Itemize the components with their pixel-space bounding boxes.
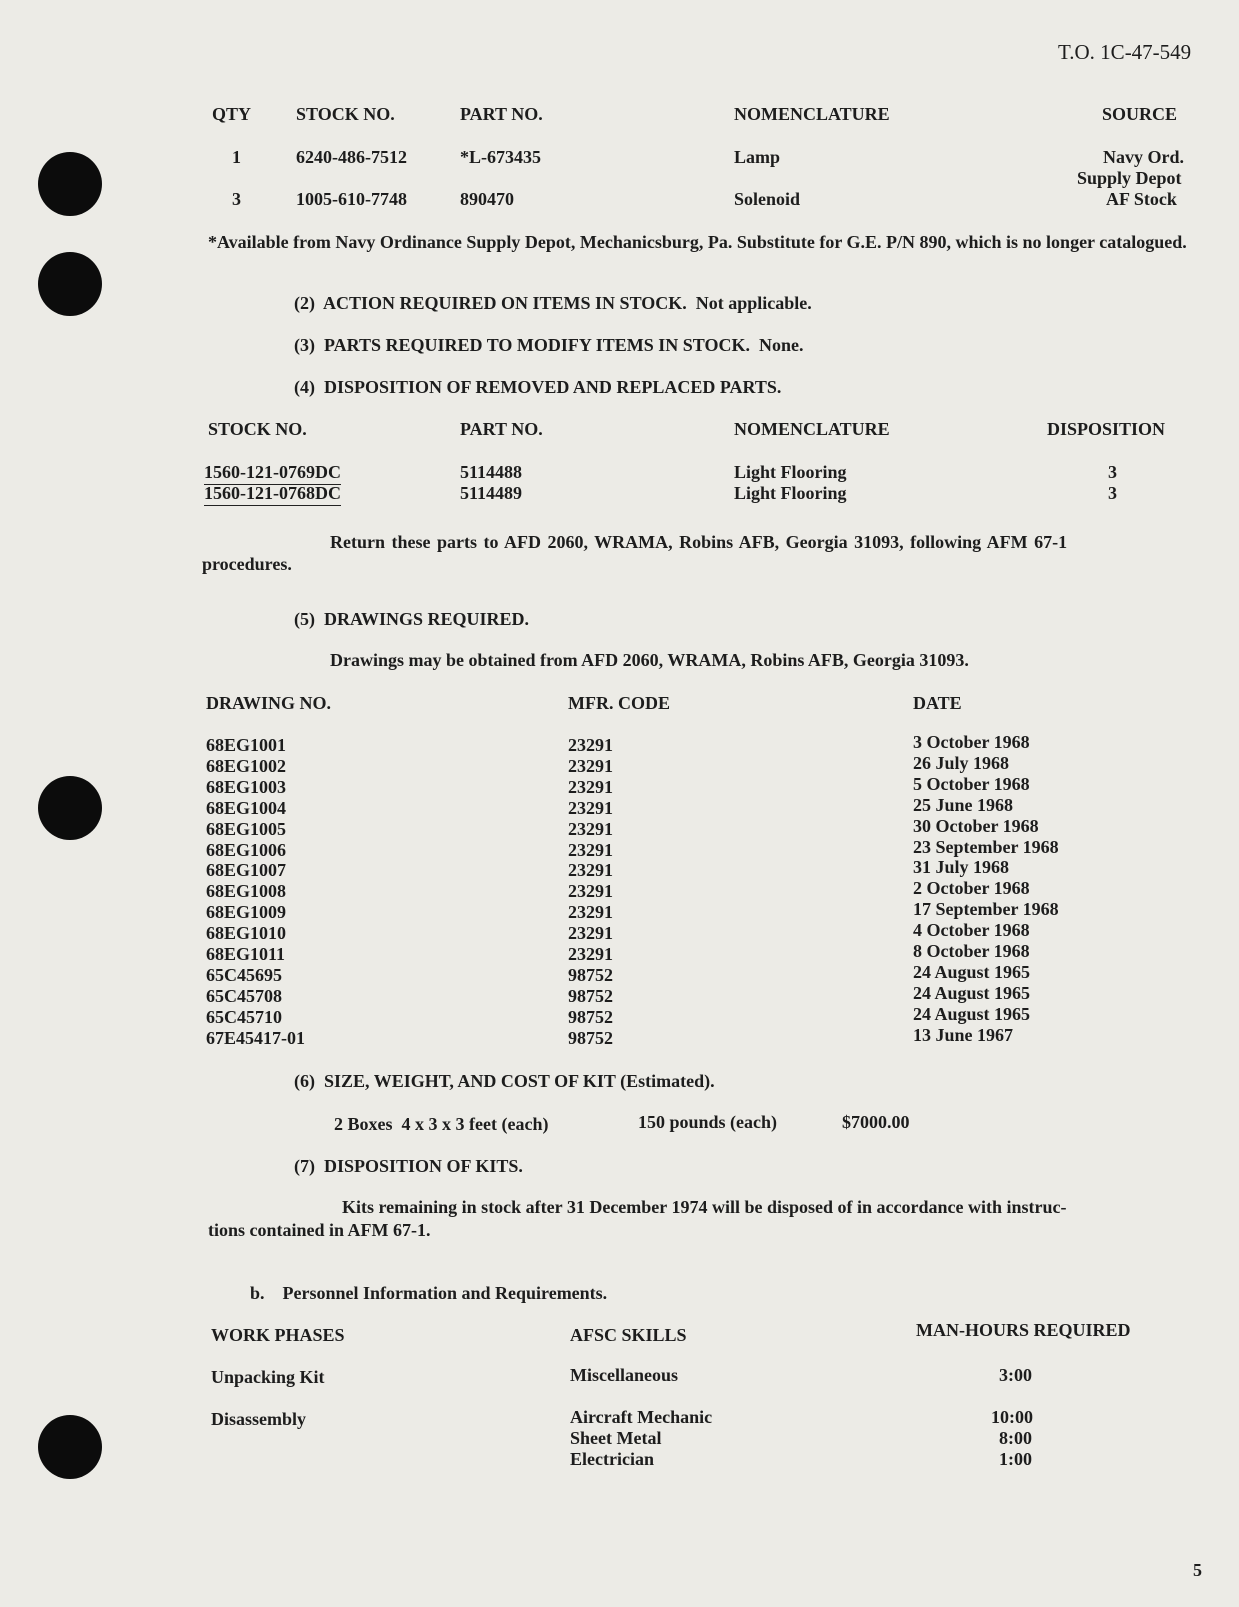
drawing-cell-date: 24 August 1965	[913, 983, 1031, 1003]
drawing-cell-date: 2 October 1968	[913, 878, 1030, 898]
kit-weight: 150 pounds (each)	[638, 1112, 778, 1132]
drawing-cell-no: 65C45695	[206, 965, 282, 985]
drawing-cell-date: 26 July 1968	[913, 753, 1010, 773]
col-header-stock-no: STOCK NO.	[208, 419, 307, 439]
drawing-cell-no: 68EG1011	[206, 944, 286, 964]
drawing-cell-no: 68EG1008	[206, 881, 287, 901]
col-header-date: DATE	[913, 693, 962, 713]
item-2: (2) ACTION REQUIRED ON ITEMS IN STOCK. Not applicable.	[294, 293, 812, 313]
drawing-cell-date: 30 October 1968	[913, 816, 1039, 836]
binder-hole-2	[38, 252, 102, 316]
binder-hole-1	[38, 152, 102, 216]
drawing-cell-code: 23291	[568, 777, 613, 797]
drawings-source-text: Drawings may be obtained from AFD 2060, WRAMA, Robins AFB, Georgia 31093.	[330, 650, 969, 670]
drawing-cell-code: 23291	[568, 881, 613, 901]
drawing-cell-no: 68EG1003	[206, 777, 287, 797]
drawing-cell-no: 65C45710	[206, 1007, 282, 1027]
drawing-cell-date: 17 September 1968	[913, 899, 1059, 919]
col-header-nomenclature: NOMENCLATURE	[734, 419, 890, 439]
drawing-cell-no: 68EG1007	[206, 860, 287, 880]
drawing-cell-no: 68EG1006	[206, 840, 287, 860]
page-number: 5	[1193, 1560, 1202, 1580]
drawing-cell-date: 24 August 1965	[913, 1004, 1031, 1024]
drawing-cell-date: 23 September 1968	[913, 837, 1059, 857]
drawing-cell-no: 68EG1004	[206, 798, 287, 818]
return-instructions: Return these parts to AFD 2060, WRAMA, Robins AFB, Georgia 31093, following AFM 67-1	[330, 532, 1068, 552]
item-5: (5) DRAWINGS REQUIRED.	[294, 609, 530, 629]
drawing-cell-date: 5 October 1968	[913, 774, 1030, 794]
drawing-cell-no: 68EG1002	[206, 756, 287, 776]
drawing-cell-code: 23291	[568, 819, 613, 839]
item-3: (3) PARTS REQUIRED TO MODIFY ITEMS IN STOCK. None.	[294, 335, 804, 355]
drawing-cell-code: 98752	[568, 965, 613, 985]
col-header-part-no: PART NO.	[460, 419, 543, 439]
item-7: (7) DISPOSITION OF KITS.	[294, 1156, 523, 1176]
col-header-source: SOURCE	[1102, 104, 1178, 124]
binder-hole-3	[38, 776, 102, 840]
col-header-stock-no: STOCK NO.	[296, 104, 395, 124]
col-header-drawing-no: DRAWING NO.	[206, 693, 332, 713]
drawing-cell-no: 65C45708	[206, 986, 282, 1006]
col-header-work-phases: WORK PHASES	[211, 1325, 345, 1345]
col-header-mfr-code: MFR. CODE	[568, 693, 670, 713]
col-header-part-no: PART NO.	[460, 104, 543, 124]
return-instructions-cont: procedures.	[202, 554, 292, 574]
col-header-man-hours: MAN-HOURS REQUIRED	[916, 1320, 1131, 1340]
drawing-cell-date: 3 October 1968	[913, 732, 1030, 752]
drawing-cell-no: 68EG1005	[206, 819, 287, 839]
drawing-cell-no: 68EG1010	[206, 923, 287, 943]
drawing-cell-code: 23291	[568, 944, 613, 964]
drawing-cell-no: 68EG1009	[206, 902, 287, 922]
drawing-cell-date: 8 October 1968	[913, 941, 1030, 961]
drawing-cell-code: 23291	[568, 756, 613, 776]
drawing-cell-code: 23291	[568, 860, 613, 880]
to-number: T.O. 1C-47-549	[1058, 40, 1192, 64]
item-6: (6) SIZE, WEIGHT, AND COST OF KIT (Estimated).	[294, 1071, 715, 1091]
item-4: (4) DISPOSITION OF REMOVED AND REPLACED PARTS.	[294, 377, 782, 397]
drawing-cell-code: 23291	[568, 902, 613, 922]
drawing-cell-date: 13 June 1967	[913, 1025, 1014, 1045]
drawing-cell-date: 25 June 1968	[913, 795, 1014, 815]
drawing-cell-code: 98752	[568, 1007, 613, 1027]
drawing-cell-date: 31 July 1968	[913, 857, 1010, 877]
drawing-cell-no: 68EG1001	[206, 735, 287, 755]
kits-disposal-text: Kits remaining in stock after 31 December 1974 will be disposed of in accordance with instruc-	[342, 1197, 1067, 1217]
drawing-cell-code: 98752	[568, 986, 613, 1006]
drawing-cell-code: 23291	[568, 735, 613, 755]
kit-boxes: 2 Boxes 4 x 3 x 3 feet (each)	[334, 1114, 549, 1134]
drawing-cell-date: 24 August 1965	[913, 962, 1031, 982]
drawing-cell-code: 98752	[568, 1028, 613, 1048]
drawing-cell-no: 67E45417-01	[206, 1028, 305, 1048]
section-b-heading: b. Personnel Information and Requirements.	[250, 1283, 608, 1303]
drawing-cell-code: 23291	[568, 840, 613, 860]
drawing-cell-code: 23291	[568, 923, 613, 943]
col-header-afsc-skills: AFSC SKILLS	[570, 1325, 687, 1345]
col-header-nomenclature: NOMENCLATURE	[734, 104, 890, 124]
kit-cost: $7000.00	[842, 1112, 910, 1132]
col-header-qty: QTY	[212, 104, 252, 124]
document-page: T.O. 1C-47-549 QTY STOCK NO. PART NO. NOMENCLATURE SOURCE 1 6240-486-7512 *L-673435 Lamp Navy Ord. Supply Depot 3 1005-610-7748 890470 Solenoid AF Stock *Available from Navy Ordinance Supply Depot, Mechanicsburg, Pa. Substitute for G.E. P/N 890, which is no longer catalogued. (2) ACTION REQUIRED ON ITEMS IN STOCK. Not applicable. (3) PARTS REQUIRED TO MODIFY ITEMS IN STOCK. None. (4) DISPOSITION OF REMOVED AND REPLACED PARTS. STOCK NO. PART NO. NOMENCLATURE DISPOSITION 1560-121-0769DC 5114488 Light Flooring 3 1560-121-0768DC 5114489 Light Flooring 3 Return these parts to AFD 2060, WRAMA, Robins AFB, Georgia 31093, following AFM 67-1 procedures. (5) DRAWINGS REQUIRED. Drawings may be obtained from AFD 2060, WRAMA, Robins AFB, Georgia 31093. DRAWING NO. MFR. CODE DATE 68EG1001 23291 3 October 1968 68EG1002 23291 26 July 1968 68EG1003 23291 5 October 1968 68EG1004 23291 25 June 1968 68EG1005 23291 30 October 1968 68EG1006 23291 23 September 1968 68EG1007 23291 31 July 1968 68EG1008 23291 2 October 1968 68EG1009 23291 17 September 1968 68EG1010 23291 4 October 1968 68EG1011 23291 8 October 1968 65C45695 98752 24 August 1965 65C45708 98752 24 August 1965 65C45710 98752 24 August 1965 67E45417-01 98752 13 June 1967 (6) SIZE, WEIGHT, AND COST OF KIT (Estimated). 2 Boxes 4 x 3 x 3 feet (each) 150 pounds (each) $7000.00 (7) DISPOSITION OF KITS. Kits remaining in stock after 31 December 1974 will be disposed of in accordance with instruc- tions contained in AFM 67-1. b. Personnel Information and Requirements. WORK PHASES AFSC SKILLS MAN-HOURS REQUIRED Unpacking Kit Miscellaneous 3:00 Disassembly Aircraft Mechanic 10:00 Sheet Metal 8:00 Electrician 1:00 5	[0, 0, 1239, 1607]
kits-disposal-text-cont: tions contained in AFM 67-1.	[208, 1220, 431, 1240]
drawing-cell-code: 23291	[568, 798, 613, 818]
col-header-disposition: DISPOSITION	[1047, 419, 1166, 439]
footnote: *Available from Navy Ordinance Supply Depot, Mechanicsburg, Pa. Substitute for G.E. P/N 890, which is no longer catalogued.	[208, 232, 1187, 252]
drawing-cell-date: 4 October 1968	[913, 920, 1030, 940]
binder-hole-4	[38, 1415, 102, 1479]
